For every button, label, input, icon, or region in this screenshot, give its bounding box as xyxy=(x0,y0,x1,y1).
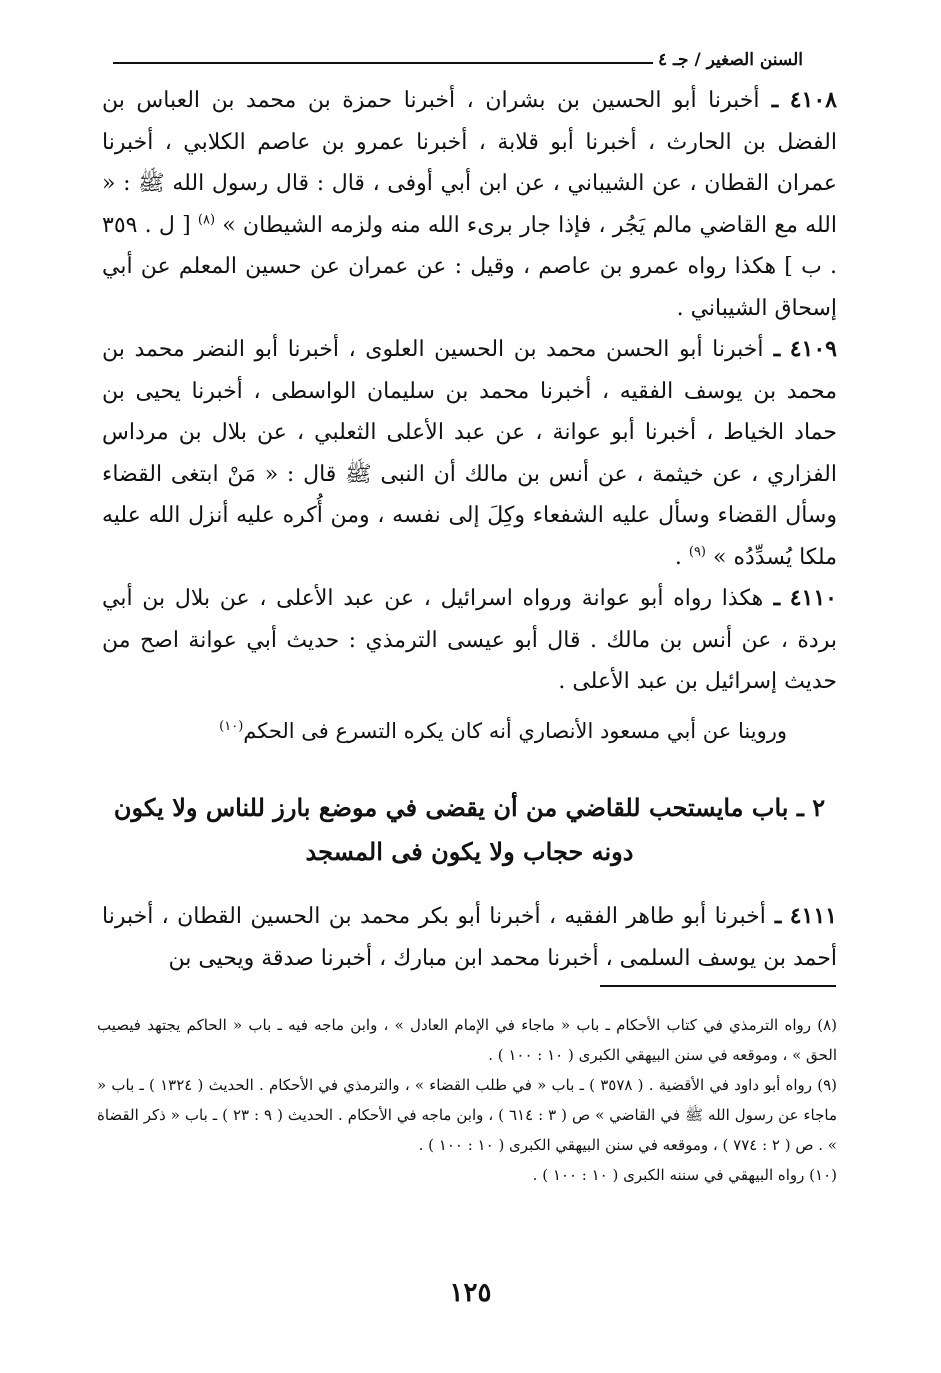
entry-dash: ـ xyxy=(765,903,782,929)
hadith-continuation: [ ل . ٣٥٩ . ب ] هكذا رواه عمرو بن عاصم ، وقيل : عن عمران عن حسين المعلم عن أبي إسحاق الشيباني . xyxy=(102,212,837,321)
hadith-text: أخبرنا أبو الحسين بن بشران ، أخبرنا حمزة بن محمد بن العباس بن الفضل بن الحارث ، أخبرنا أبو قلابة ، أخبرنا عمرو بن عاصم الكلابي ، أخبرنا عمران القطان ، عن الشيباني ، عن ابن أبي أوفى ، قال : قال رسول الله ﷺ : « الله مع القاضي مالم يَجُر ، فإذا جار برىء الله منه ولزمه الشيطان » xyxy=(102,88,837,238)
entry-dash: ـ xyxy=(763,585,781,611)
hadith-entry-4108 xyxy=(102,80,837,329)
hadith-number: ٤١٠٩ xyxy=(789,336,837,362)
header-rule xyxy=(113,62,653,64)
hadith-number: ٤١١٠ xyxy=(789,585,837,611)
hadith-text: هكذا رواه أبو عوانة ورواه اسرائيل ، عن عبد الأعلى ، عن بلال بن أبي بردة ، عن أنس بن مالك . قال أبو عيسى الترمذي : حديث أبي عوانة اصح من حديث إسرائيل بن عبد الأعلى . xyxy=(102,586,837,694)
running-header xyxy=(113,50,803,76)
footnote-ref: (٨) xyxy=(197,212,216,228)
hadith-continuation: . xyxy=(674,544,682,570)
footnotes xyxy=(97,1010,837,1190)
hadith-number: ٤١٠٨ xyxy=(789,87,837,113)
footnote-8: (٨) رواه الترمذي في كتاب الأحكام ـ باب « ماجاء في الإمام العادل » ، وابن ماجه فيه ـ باب « الحاكم يجتهد فيصيب الحق » ، وموقعه في سنن البيهقي الكبرى ( ١٠ : ١٠٠ ) . xyxy=(97,1016,837,1064)
narration-note xyxy=(102,711,837,753)
chapter-heading: ٢ ـ باب مايستحب للقاضي من أن يقضى في موضع بارز للناس ولا يكون دونه حجاب ولا يكون فى المسجد xyxy=(113,793,826,866)
narration-note-text: وروينا عن أبي مسعود الأنصاري أنه كان يكره التسرع فى الحكم xyxy=(243,718,787,743)
main-text xyxy=(102,80,837,979)
hadith-number: ٤١١١ xyxy=(789,903,837,929)
hadith-entry-4110 xyxy=(102,578,837,703)
running-title: السنن الصغير / جـ ٤ xyxy=(652,50,803,70)
footnote-separator xyxy=(600,985,836,987)
footnote-10: (١٠) رواه البيهقي في سننه الكبرى ( ١٠ : ١٠٠ ) . xyxy=(532,1166,837,1184)
hadith-text: أخبرنا أبو طاهر الفقيه ، أخبرنا أبو بكر محمد بن الحسين القطان ، أخبرنا أحمد بن يوسف السلمى ، أخبرنا محمد ابن مبارك ، أخبرنا صدقة ويحيى بن xyxy=(102,904,837,971)
hadith-entry-4111 xyxy=(102,896,837,979)
page-number: ١٢٥ xyxy=(449,1278,492,1308)
footnote-9: (٩) رواه أبو داود في الأقضية . ( ٣٥٧٨ ) ـ باب « في طلب القضاء » ، والترمذي في الأحكام . الحديث ( ١٣٢٤ ) ـ باب « ماجاء عن رسول الله ﷺ في القاضي » ص ( ٣ : ٦١٤ ) ، وابن ماجه في الأحكام . الحديث ( ٩ : ٢٣ ) ـ باب « ذكر القضاة » . ص ( ٢ : ٧٧٤ ) ، وموقعه في سنن البيهقي الكبرى ( ١٠ : ١٠٠ ) . xyxy=(97,1076,838,1154)
footnote-ref: (١٠) xyxy=(219,718,244,734)
entry-dash: ـ xyxy=(763,336,781,362)
footnote-ref: (٩) xyxy=(688,544,706,560)
hadith-text: أخبرنا أبو الحسن محمد بن الحسين العلوى ، أخبرنا أبو النضر محمد بن محمد بن يوسف الفقيه ، أخبرنا محمد بن سليمان الواسطى ، أخبرنا يحيى بن حماد الخياط ، أخبرنا أبو عوانة ، عن عبد الأعلى الثعلبي ، عن بلال بن مرداس الفزاري ، عن خيثمة ، عن أنس بن مالك أن النبى ﷺ قال : « مَنْ ابتغى القضاء وسأل القضاء وسأل عليه الشفعاء وكِلَ إلى نفسه ، ومن أُكره عليه أنزل الله عليه ملكا يُسدِّدُه » xyxy=(102,337,837,570)
hadith-entry-4109 xyxy=(102,329,837,578)
entry-dash: ـ xyxy=(759,87,779,113)
